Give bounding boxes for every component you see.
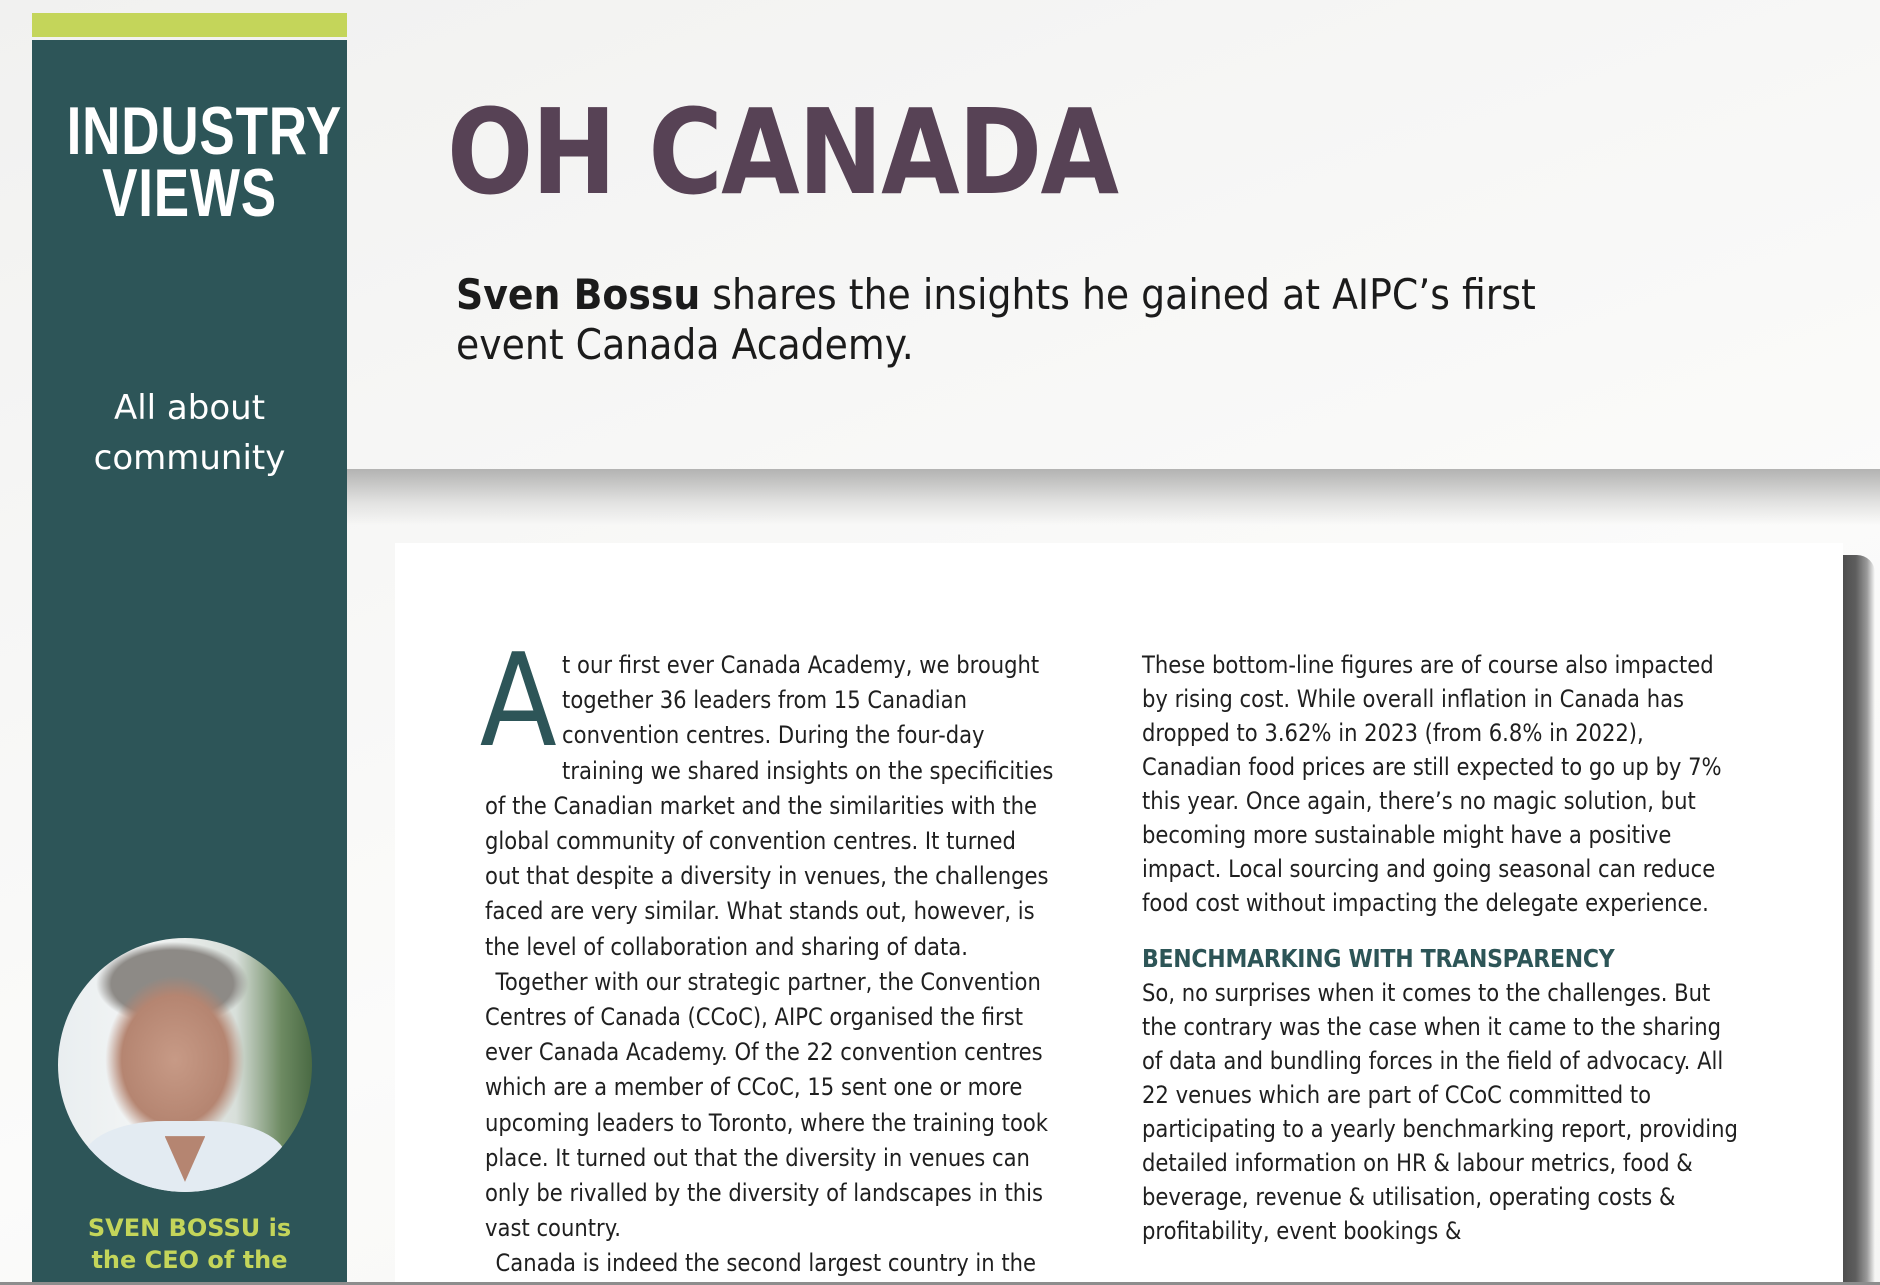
drop-cap: A: [479, 627, 557, 776]
bio-line1: SVEN BOSSU is: [87, 1214, 292, 1242]
accent-bar: [32, 13, 347, 37]
subheading: BENCHMARKING WITH TRANSPARENCY: [1142, 944, 1615, 973]
paragraph-3: Canada is indeed the second largest country in the: [495, 1249, 1037, 1278]
paragraph-2: Together with our strategic partner, the Convention Centres of Canada (CCoC), AIPC organised the first ever Canada Academy. Of the 22 convention centres which are a member of CCoC, 15 sent one or more upcoming leaders to Toronto, where the training took place. It turned out that the diversity in venues can only be rivalled by the diversity of landscapes in this vast country.: [485, 967, 1049, 1243]
section-title: [66, 93, 343, 231]
bio-line2: the CEO of the: [91, 1246, 288, 1274]
section-subtitle-line2: community: [93, 438, 286, 478]
paragraph-1-text: t our first ever Canada Academy, we brought together 36 leaders from 15 Canadian convention centres. During the four-day training we shared insights on the specificities of the Canadian market and the similarities with the global community of convention centres. It turned out that despite a diversity in venues, the challenges faced are very similar. What stands out, however, is the level of collaboration and sharing of data.: [485, 651, 1054, 961]
standfirst-text: shares the insights he gained at AIPC’s first event Canada Academy.: [456, 270, 1536, 369]
headline: OH CANADA: [447, 83, 1118, 221]
paragraph-4: These bottom-line figures are of course also impacted by rising cost. While overall inflation in Canada has dropped to 3.62% in 2023 (from 6.8% in 2022), Canadian food prices are still expected to go up by 7% this year. Once again, there’s no magic solution, but becoming more sustainable might have a positive impact. Local sourcing and going seasonal can reduce food cost without impacting the delegate experience.: [1142, 651, 1722, 917]
paragraph-1: [479, 627, 1057, 965]
section-subtitle-line1: All about: [113, 388, 266, 428]
author-avatar: [58, 938, 312, 1192]
paragraph-5: So, no surprises when it comes to the challenges. But the contrary was the case when it came to the sharing of data and bundling forces in the field of advocacy. All 22 venues which are part of CCoC committed to participating to a yearly benchmarking report, providing detailed information on HR & labour metrics, food & beverage, revenue & utilisation, operating costs & profitability, event bookings &: [1142, 979, 1738, 1245]
article-column-left: [479, 627, 1057, 1282]
standfirst-author: Sven Bossu: [456, 270, 701, 319]
panel-shadow: [1843, 555, 1875, 1285]
author-bio: [32, 1212, 347, 1276]
section-title-line1: INDUSTRY: [66, 93, 343, 169]
standfirst: [456, 270, 1626, 370]
article-column-right: [1142, 648, 1740, 1248]
sidebar: [32, 40, 347, 1285]
section-title-line2: VIEWS: [102, 155, 277, 231]
header-shadow: [347, 469, 1880, 525]
section-subtitle: [32, 383, 347, 483]
